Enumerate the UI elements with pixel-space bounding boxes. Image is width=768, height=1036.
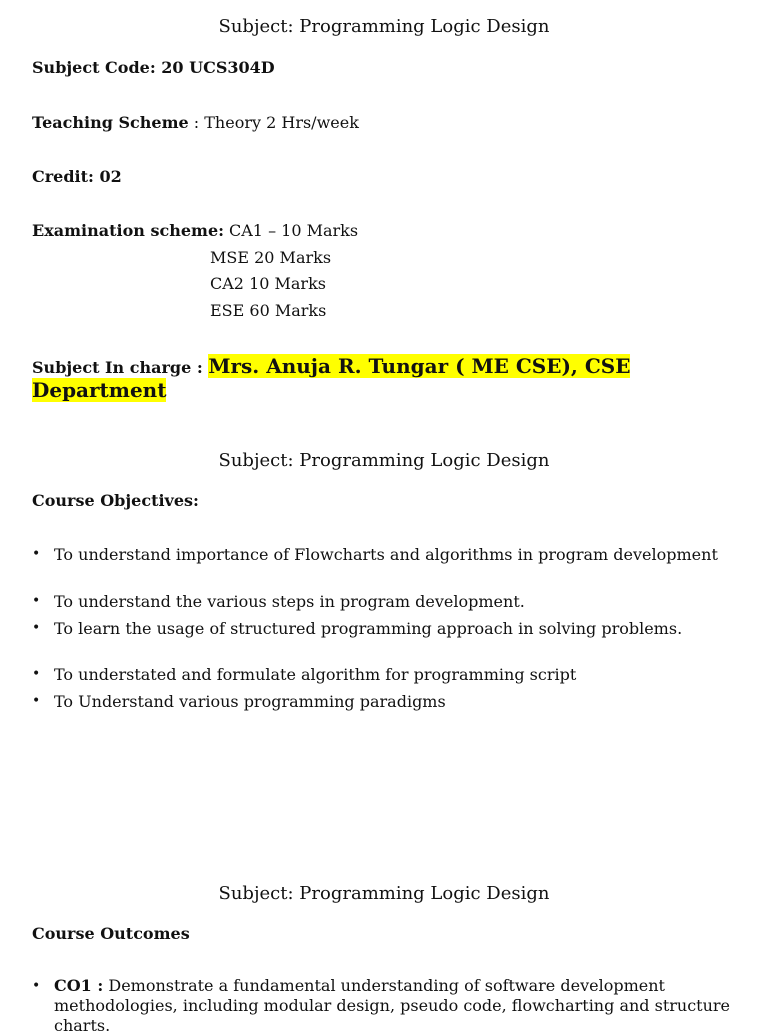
objective-text: To understated and formulate algorithm for programming script [54, 665, 577, 684]
objectives-list-2 [32, 588, 682, 642]
list-item [32, 661, 576, 688]
bullet-icon: • [32, 978, 41, 994]
bullet-icon: • [32, 620, 41, 636]
outcome-item [32, 976, 732, 1036]
list-item [32, 588, 682, 615]
bullet-icon: • [32, 593, 41, 609]
outcome-text [54, 976, 732, 1036]
list-item [32, 615, 682, 642]
exam-scheme-label: Examination scheme: [32, 221, 225, 240]
exam-item-ese: ESE 60 Marks [210, 301, 327, 320]
outcome-description: Demonstrate a fundamental understanding of software development methodologies, including modular design, pseudo code, flowcharting and structure charts. [54, 976, 731, 1035]
teaching-scheme-label: Teaching Scheme [32, 113, 189, 132]
exam-item-mse: MSE 20 Marks [210, 248, 332, 267]
credit: Credit: 02 [32, 167, 122, 186]
list-item [32, 688, 576, 715]
incharge-value: Mrs. Anuja R. Tungar ( ME CSE), CSE Department [32, 354, 631, 402]
outcome-label: CO1 : [54, 976, 104, 995]
subject-code: Subject Code: 20 UCS304D [32, 58, 275, 77]
teaching-scheme-value: : Theory 2 Hrs/week [188, 113, 359, 132]
bullet-icon: • [32, 546, 41, 562]
objective-text: To understand the various steps in program development. [54, 592, 525, 611]
exam-item-ca2: CA2 10 Marks [210, 274, 326, 293]
objectives-list-1 [32, 541, 718, 568]
section-title-objectives: Subject: Programming Logic Design [218, 450, 550, 471]
page-title: Subject: Programming Logic Design [218, 16, 550, 37]
exam-item-ca1: CA1 – 10 Marks [229, 221, 359, 240]
section-title-outcomes: Subject: Programming Logic Design [218, 883, 550, 904]
course-objectives-heading: Course Objectives: [32, 491, 199, 510]
course-outcomes-heading: Course Outcomes [32, 924, 190, 943]
objectives-list-3 [32, 661, 576, 715]
incharge-label: Subject In charge : [32, 358, 209, 377]
objective-text: To Understand various programming paradigms [54, 692, 446, 711]
teaching-scheme [32, 113, 359, 133]
bullet-icon: • [32, 693, 41, 709]
list-item [32, 541, 718, 568]
objective-text: To learn the usage of structured programming approach in solving problems. [54, 619, 683, 638]
subject-incharge [32, 355, 632, 402]
bullet-icon: • [32, 666, 41, 682]
objective-text: To understand importance of Flowcharts and algorithms in program development [54, 545, 718, 564]
